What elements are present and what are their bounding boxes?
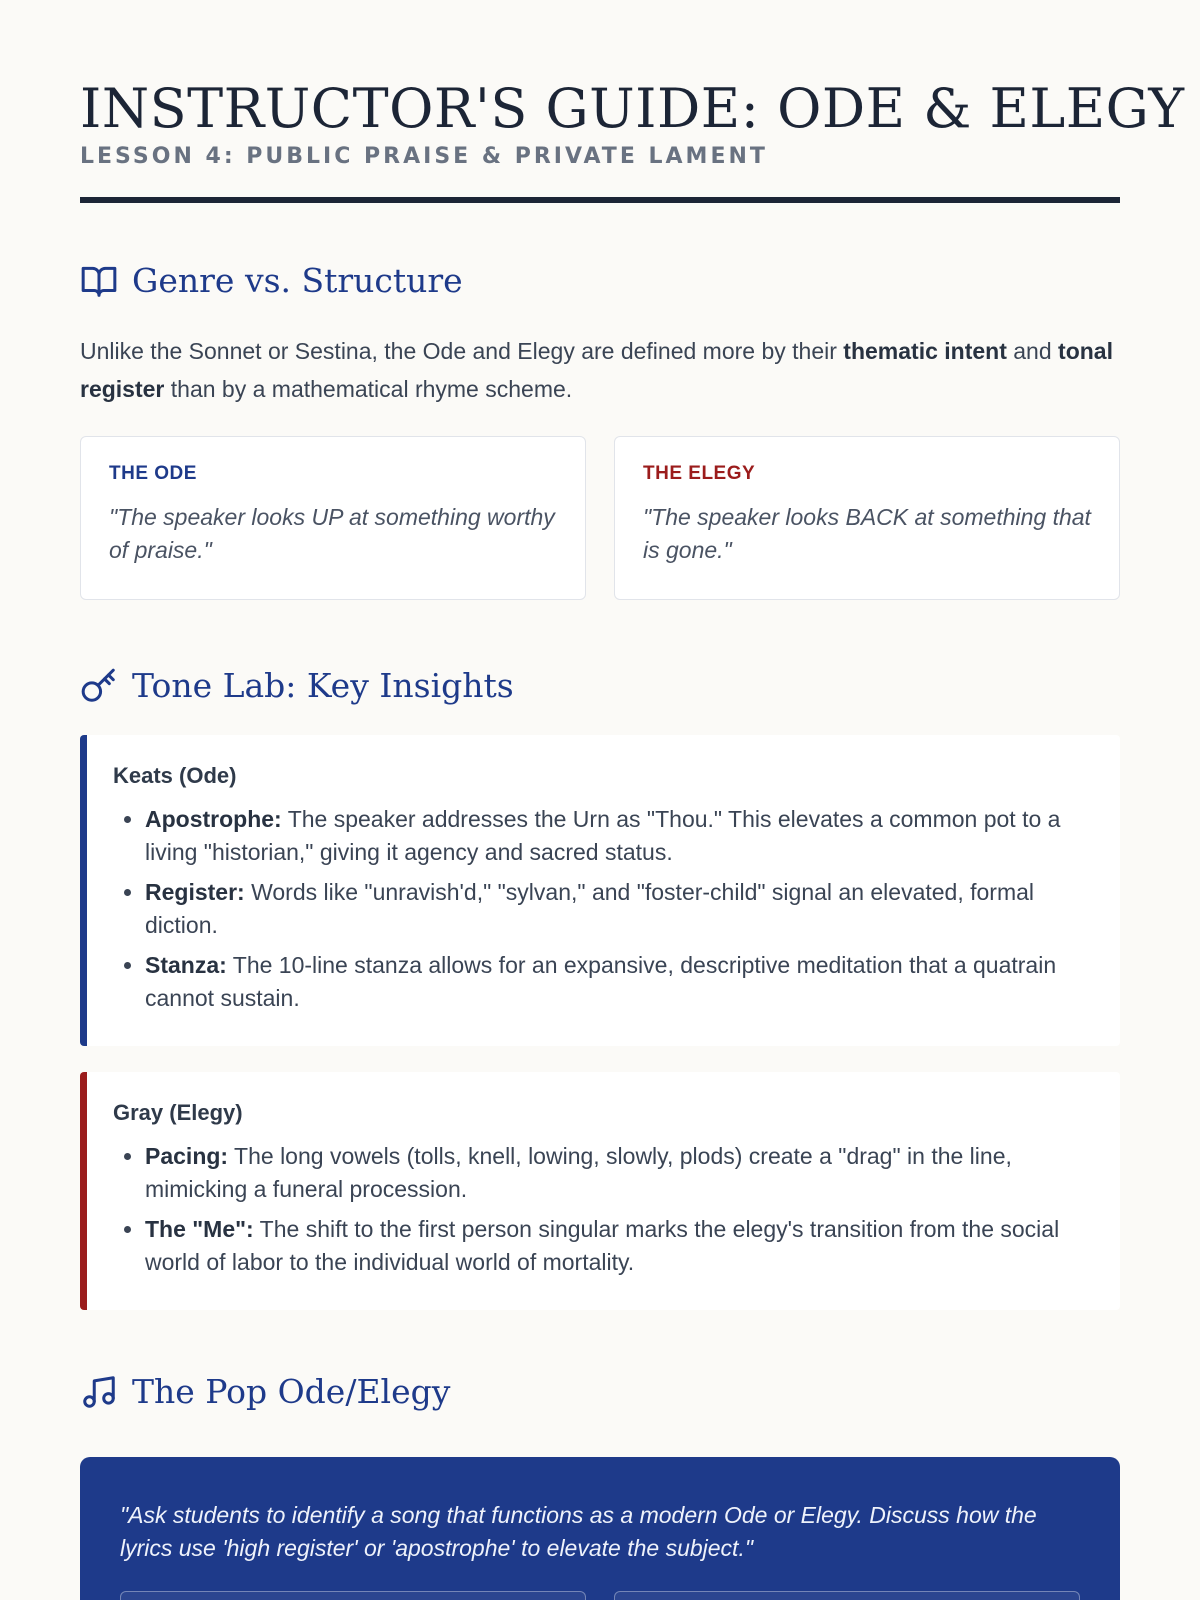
gray-insight-panel bbox=[80, 1072, 1120, 1310]
insight-text: The 10-line stanza allows for an expansive, descriptive meditation that a quatrain cannot sustain. bbox=[145, 952, 1057, 1012]
open-book-icon bbox=[80, 262, 118, 300]
list-item bbox=[145, 1140, 1096, 1206]
intro-emphasis: thematic intent bbox=[843, 338, 1007, 365]
page-subtitle: LESSON 4: PUBLIC PRAISE & PRIVATE LAMENT bbox=[80, 144, 768, 170]
list-item bbox=[145, 949, 1096, 1015]
insight-text: The speaker addresses the Urn as "Thou." This elevates a common pot to a living "historian," giving it agency and sacred status. bbox=[145, 806, 1061, 866]
definition-cards bbox=[80, 436, 1120, 600]
elegy-card-quote: "The speaker looks BACK at something that is gone." bbox=[643, 504, 1091, 564]
insight-term: Apostrophe: bbox=[145, 806, 282, 833]
elegy-card bbox=[614, 436, 1120, 600]
section-genre-header bbox=[80, 261, 1120, 300]
section-genre-heading: Genre vs. Structure bbox=[132, 261, 463, 301]
insight-term: The "Me": bbox=[145, 1216, 254, 1243]
pop-activity-box bbox=[80, 1457, 1120, 1600]
list-item bbox=[145, 1213, 1096, 1279]
gray-insight-list bbox=[113, 1140, 1096, 1279]
insight-term: Stanza: bbox=[145, 952, 227, 979]
intro-emphasis: tonal register bbox=[80, 338, 1113, 403]
section-pop-heading: The Pop Ode/Elegy bbox=[132, 1372, 451, 1412]
ode-card-label: THE ODE bbox=[109, 463, 197, 485]
list-item bbox=[145, 803, 1096, 869]
ode-card-quote: "The speaker looks UP at something worthy of praise." bbox=[109, 504, 555, 564]
pop-activity-column-elegy bbox=[614, 1591, 1080, 1600]
key-icon bbox=[80, 667, 118, 705]
keats-insight-title: Keats (Ode) bbox=[113, 763, 237, 789]
page-title: INSTRUCTOR'S GUIDE: ODE & ELEGY bbox=[80, 77, 1185, 140]
pop-activity-quote: "Ask students to identify a song that functions as a modern Ode or Elegy. Discuss how the lyrics use 'high register' or 'apostrophe' to elevate the subject." bbox=[120, 1502, 1037, 1562]
insight-text: Words like "unravish'd," "sylvan," and "foster-child" signal an elevated, formal diction. bbox=[145, 879, 1035, 939]
insight-term: Register: bbox=[145, 879, 245, 906]
insight-term: Pacing: bbox=[145, 1143, 229, 1170]
pop-activity-columns bbox=[120, 1591, 1080, 1600]
pop-activity-column-ode bbox=[120, 1591, 586, 1600]
elegy-card-label: THE ELEGY bbox=[643, 463, 756, 485]
section-tone-header bbox=[80, 666, 1120, 705]
intro-text: Unlike the Sonnet or Sestina, the Ode and Elegy are defined more by their bbox=[80, 338, 844, 365]
title-divider bbox=[80, 197, 1120, 203]
ode-card bbox=[80, 436, 586, 600]
insight-text: The long vowels (tolls, knell, lowing, slowly, plods) create a "drag" in the line, mimicking a funeral procession. bbox=[145, 1143, 1012, 1203]
section-pop-header bbox=[80, 1372, 1120, 1411]
genre-intro-paragraph bbox=[80, 332, 1120, 408]
insight-text: The shift to the first person singular marks the elegy's transition from the social world of labor to the individual world of mortality. bbox=[145, 1216, 1060, 1276]
section-tone-heading: Tone Lab: Key Insights bbox=[132, 666, 514, 706]
music-note-icon bbox=[80, 1373, 118, 1411]
keats-insight-list bbox=[113, 803, 1096, 1015]
gray-insight-title: Gray (Elegy) bbox=[113, 1100, 243, 1126]
intro-text: and bbox=[1006, 338, 1059, 365]
guide-page bbox=[80, 0, 1185, 1600]
intro-text: than by a mathematical rhyme scheme. bbox=[164, 376, 573, 403]
list-item bbox=[145, 876, 1096, 942]
keats-insight-panel bbox=[80, 735, 1120, 1046]
